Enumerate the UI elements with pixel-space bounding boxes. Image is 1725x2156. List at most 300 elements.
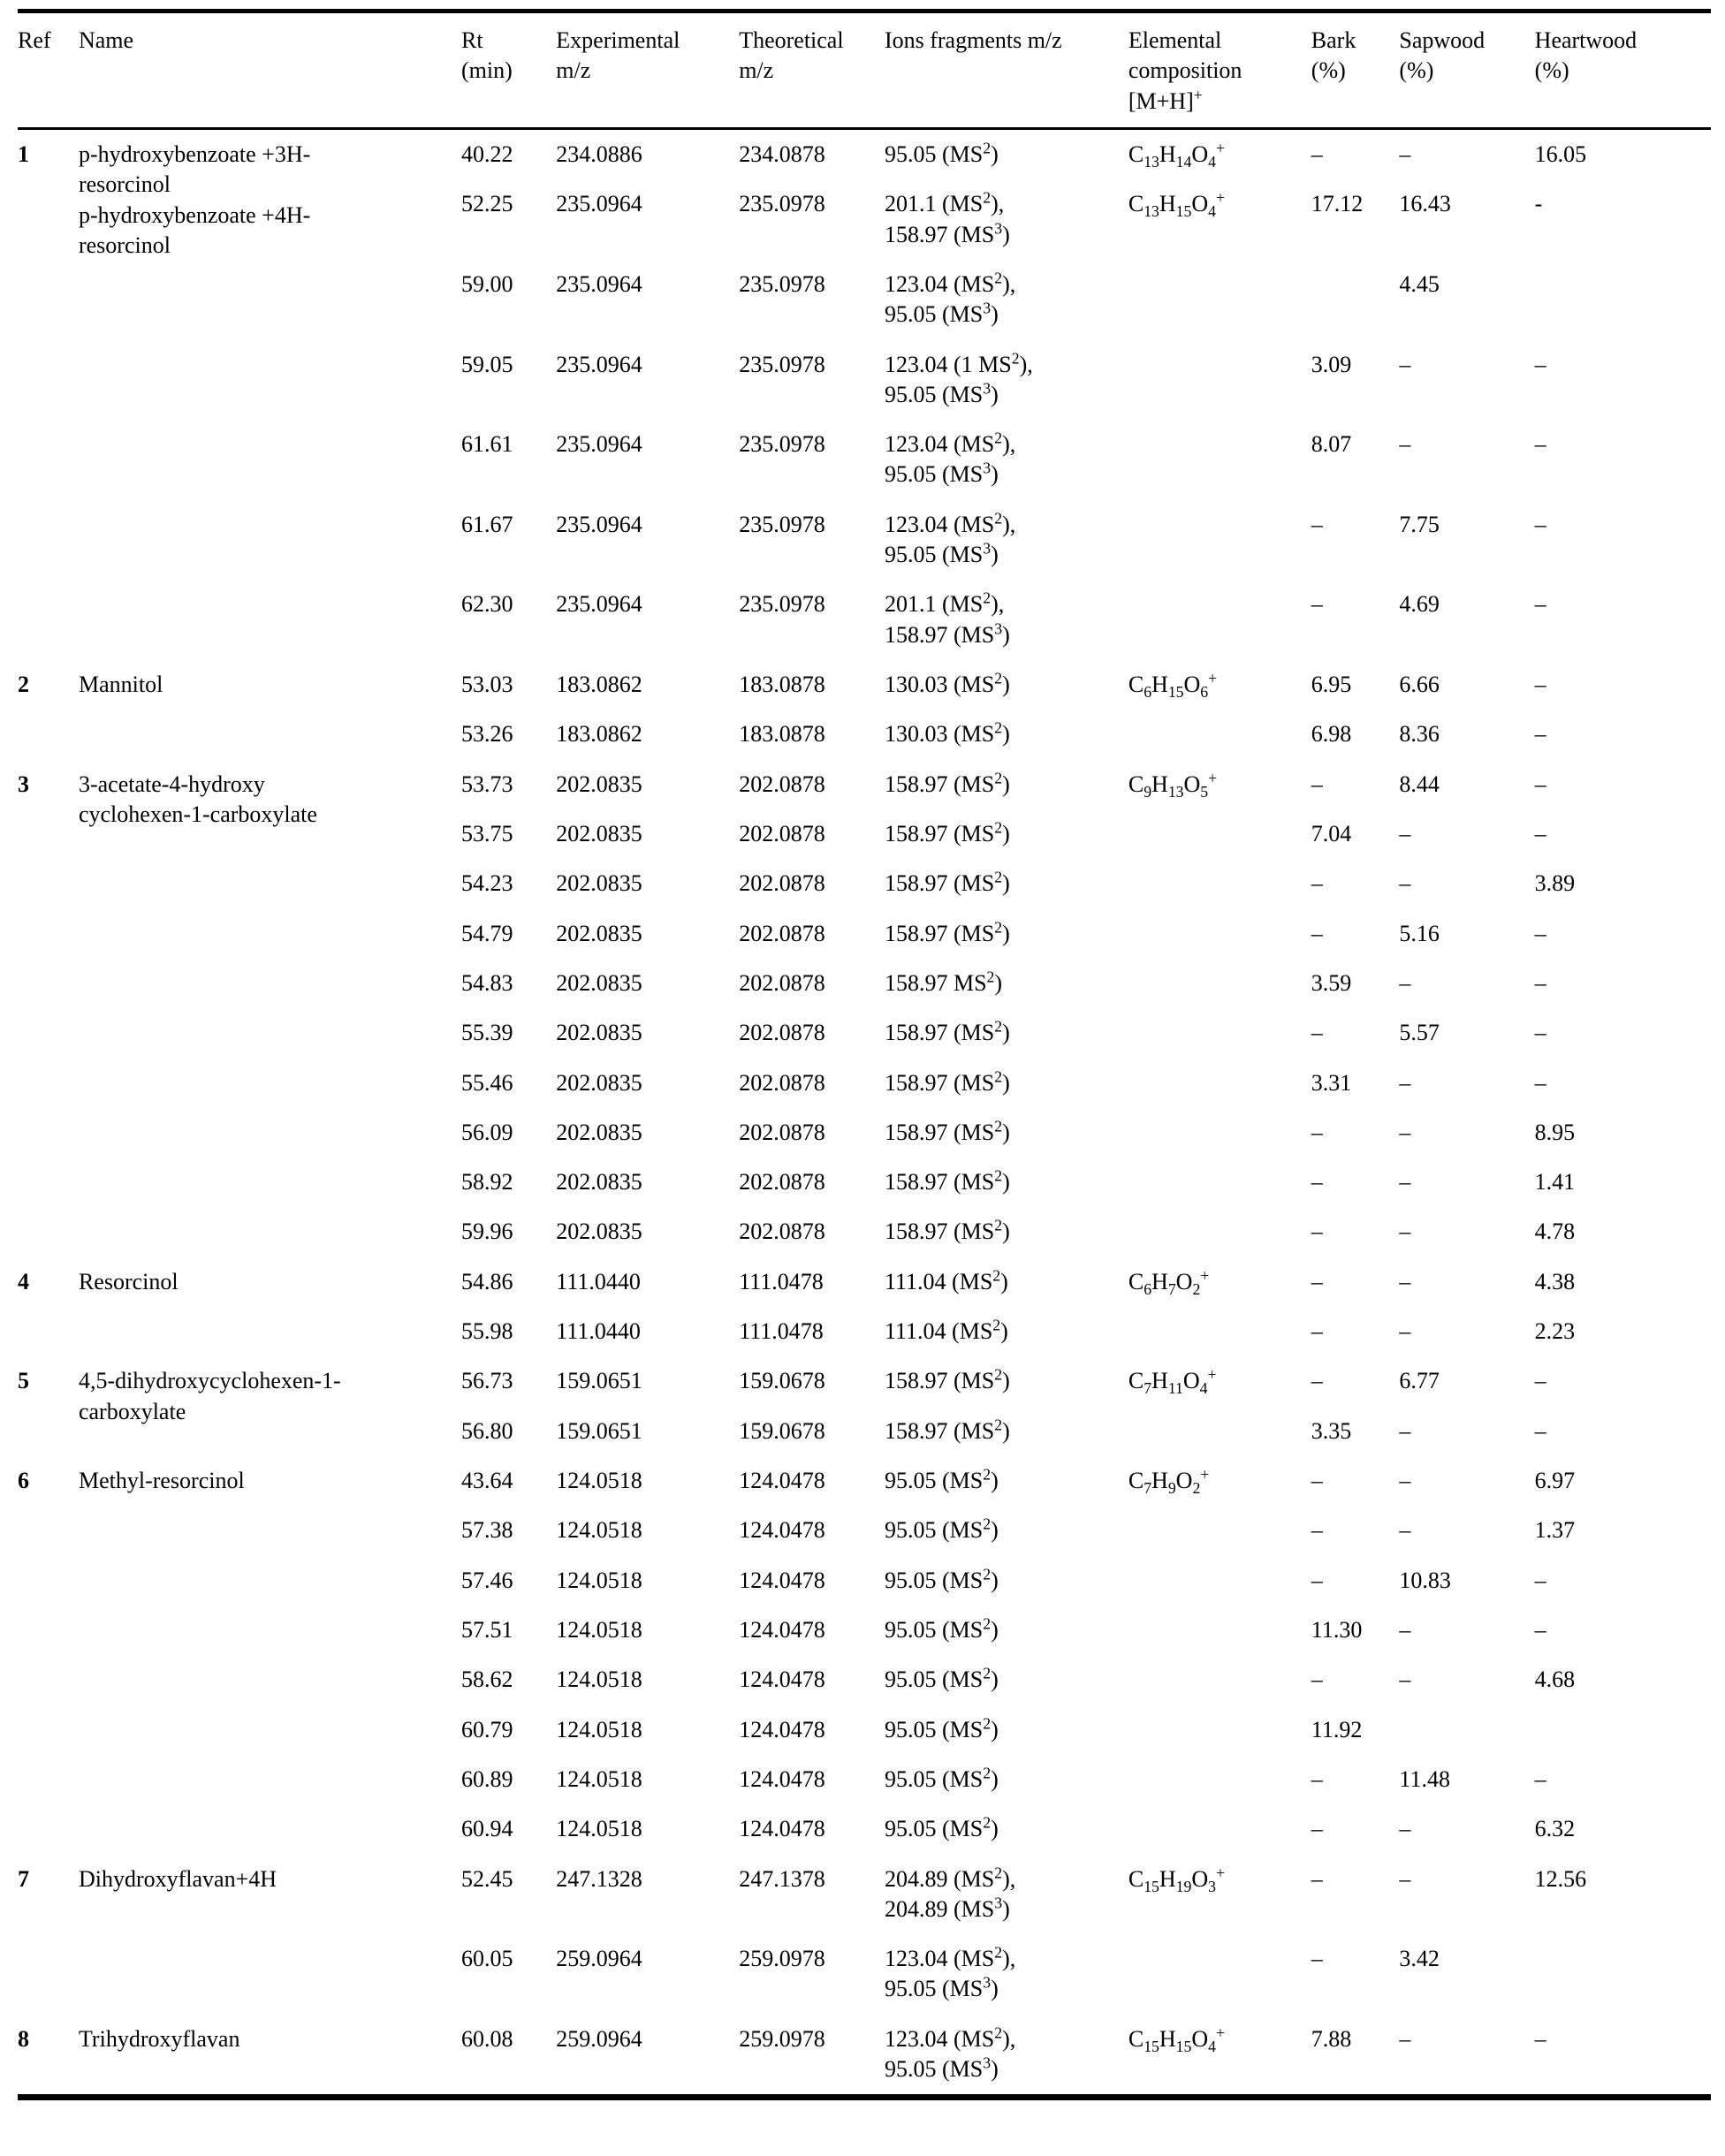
cell-elemental [1128, 1307, 1311, 1356]
cell-exp-mz: 202.0835 [556, 1069, 642, 1096]
cell-sapwood [1399, 1705, 1534, 1755]
cell-theo-mz: 111.0478 [739, 1318, 824, 1345]
cell-theo-mz: 202.0878 [739, 870, 825, 897]
cell-ions: 158.97 $(MS^2)$ [884, 868, 1010, 897]
table-row [18, 128, 1711, 179]
cell-elemental: $C_{15}H_{15}O_4^+$ [1128, 2023, 1225, 2055]
cell-rt: 54.79 [461, 920, 513, 946]
cell-theo-mz: 124.0478 [739, 1765, 825, 1792]
col-header-ref: Ref [18, 11, 79, 129]
cell-exp-mz: 159.0651 [556, 1368, 642, 1394]
cell-exp-mz: 235.0964 [556, 191, 642, 217]
compound-name: Mannitol [78, 672, 163, 697]
cell-bark: 3.31 [1311, 1069, 1352, 1096]
cell-bark: 8.07 [1311, 431, 1352, 458]
cell-heartwood: – [1534, 1417, 1546, 1444]
cell-rt: 58.92 [461, 1169, 513, 1196]
cell-ions: 95.05 $(MS^2)$ [884, 139, 999, 167]
cell-elemental: $C_{15}H_{19}O_3^+$ [1128, 1863, 1225, 1895]
cell-theo-mz: 259.0978 [739, 1946, 825, 1972]
cell-exp-mz: 247.1328 [556, 1865, 642, 1892]
cell-ions: 158.97 $(MS^2)$ [884, 1117, 1010, 1145]
cell-sapwood: – [1399, 1616, 1411, 1643]
cell-bark: – [1311, 511, 1323, 537]
cell-elemental: $C_{13}H_{15}O_4^+$ [1128, 188, 1225, 221]
cell-ions: 95.05 $(MS^2)$ [884, 1813, 999, 1842]
cell-exp-mz: 124.0518 [556, 1616, 642, 1643]
cell-ions: 158.97 $(MS^2)$ [884, 1365, 1010, 1394]
cell-heartwood: – [1534, 969, 1546, 996]
cell-exp-mz: 235.0964 [556, 270, 642, 297]
cell-elemental [1128, 1556, 1311, 1606]
cell-rt: 56.80 [461, 1417, 513, 1444]
cell-sapwood: 8.36 [1399, 721, 1440, 748]
cell-heartwood [1535, 260, 1711, 340]
col-header-bark: Bark (%) [1311, 11, 1400, 129]
cell-elemental: $C_6H_7O_2^+$ [1128, 1266, 1210, 1298]
cell-theo-mz: 183.0878 [739, 721, 825, 748]
cell-rt: 60.94 [461, 1816, 513, 1842]
cell-heartwood: 8.95 [1534, 1119, 1576, 1145]
cell-bark: – [1311, 920, 1323, 946]
ref-number: 5 [18, 1368, 29, 1394]
col-header-rt: Rt (min) [461, 11, 556, 129]
cell-exp-mz: 235.0964 [556, 591, 642, 618]
cell-exp-mz: 202.0835 [556, 870, 642, 897]
cell-sapwood: – [1399, 969, 1411, 996]
cell-ions: 95.05 $(MS^2)$ [884, 1713, 999, 1742]
cell-bark: – [1311, 870, 1323, 897]
cell-bark: – [1311, 1666, 1323, 1693]
cell-theo-mz: 234.0878 [739, 140, 825, 167]
ref-number: 8 [18, 2025, 29, 2052]
cell-theo-mz: 202.0878 [739, 1169, 825, 1196]
ref-number: 2 [18, 672, 29, 697]
cell-bark: – [1311, 1517, 1323, 1544]
cell-elemental [1128, 1008, 1311, 1058]
cell-elemental [1128, 1606, 1311, 1655]
compound-name: Trihydroxyflavan [78, 2025, 240, 2052]
cell-heartwood: 4.68 [1534, 1666, 1576, 1693]
cell-sapwood: 6.77 [1399, 1368, 1440, 1394]
cell-sapwood: – [1399, 1666, 1411, 1693]
table-row [18, 1356, 1711, 1406]
cell-theo-mz: 183.0878 [739, 672, 825, 697]
cell-bark: 7.04 [1311, 820, 1352, 846]
cell-heartwood: 1.37 [1534, 1517, 1576, 1544]
cell-sapwood: 10.83 [1399, 1567, 1451, 1593]
cell-theo-mz: 159.0678 [739, 1417, 825, 1444]
cell-ions: 123.04 $(MS^2)$, 95.05 $(MS^3)$ [884, 269, 1016, 328]
col-header-name: Name [79, 11, 461, 129]
cell-theo-mz: 247.1378 [739, 1865, 825, 1892]
cell-theo-mz: 124.0478 [739, 1816, 825, 1842]
cell-heartwood: 4.38 [1534, 1268, 1576, 1294]
table-row [18, 1855, 1711, 1935]
cell-rt: 58.62 [461, 1666, 513, 1693]
cell-elemental: $C_7H_9O_2^+$ [1128, 1465, 1210, 1498]
ref-number: 7 [18, 1865, 29, 1892]
cell-exp-mz: 124.0518 [556, 1567, 642, 1593]
cell-ions: 123.04 $(MS^2)$, 95.05 $(MS^3)$ [884, 509, 1016, 568]
cell-ions: 95.05 $(MS^2)$ [884, 1664, 999, 1693]
cell-bark: – [1311, 1765, 1323, 1792]
cell-theo-mz: 124.0478 [739, 1567, 825, 1593]
cell-elemental [1128, 1108, 1311, 1158]
cell-heartwood: 1.41 [1534, 1169, 1576, 1196]
cell-ions: 123.04 $(MS^2)$, 95.05 $(MS^3)$ [884, 2023, 1016, 2083]
cell-exp-mz: 111.0440 [556, 1318, 641, 1345]
cell-heartwood: – [1534, 721, 1546, 748]
cell-bark: 11.92 [1311, 1716, 1363, 1742]
cell-heartwood: – [1534, 431, 1546, 458]
cell-rt: 60.08 [461, 2025, 513, 2052]
cell-ions: 204.89 $(MS^2)$, 204.89 $(MS^3)$ [884, 1863, 1016, 1922]
cell-heartwood: – [1534, 1765, 1546, 1792]
cell-ions: 95.05 $(MS^2)$ [884, 1614, 999, 1643]
cell-bark [1311, 260, 1400, 340]
cell-bark: – [1311, 1119, 1323, 1145]
cell-sapwood: – [1399, 1119, 1411, 1145]
cell-exp-mz: 124.0518 [556, 1765, 642, 1792]
table-row [18, 1257, 1711, 1307]
col-header-exp-mz: Experimental m/z [556, 11, 739, 129]
cell-elemental [1128, 859, 1311, 908]
col-header-sapwood: Sapwood (%) [1399, 11, 1534, 129]
cell-elemental [1128, 959, 1311, 1008]
cell-rt: 57.46 [461, 1567, 513, 1593]
cell-elemental: $C_6H_{15}O_6^+$ [1128, 669, 1218, 702]
cell-rt: 61.61 [461, 431, 513, 458]
cell-sapwood: – [1399, 1069, 1411, 1096]
cell-exp-mz: 124.0518 [556, 1716, 642, 1742]
cell-ions: 158.97 $(MS^2)$ [884, 1416, 1010, 1444]
cell-bark: 3.09 [1311, 351, 1352, 377]
cell-heartwood: – [1534, 1368, 1546, 1394]
cell-exp-mz: 259.0964 [556, 1946, 642, 1972]
compound-name: Resorcinol [78, 1268, 179, 1294]
table-header [18, 11, 1711, 129]
cell-rt: 53.75 [461, 820, 513, 846]
cell-exp-mz: 202.0835 [556, 1218, 642, 1245]
cell-bark: – [1311, 1946, 1323, 1972]
cell-theo-mz: 235.0978 [739, 591, 825, 618]
cell-exp-mz: 124.0518 [556, 1468, 642, 1493]
cell-exp-mz: 235.0964 [556, 511, 642, 537]
compounds-table [18, 9, 1711, 2100]
cell-rt: 62.30 [461, 591, 513, 618]
cell-heartwood: – [1534, 1020, 1546, 1046]
cell-sapwood: – [1399, 1218, 1411, 1245]
cell-heartwood: – [1534, 351, 1546, 377]
cell-rt: 43.64 [461, 1468, 513, 1493]
cell-heartwood: – [1534, 1567, 1546, 1593]
cell-rt: 55.46 [461, 1069, 513, 1096]
cell-exp-mz: 234.0886 [556, 140, 642, 167]
cell-elemental [1128, 1804, 1311, 1854]
cell-bark: 17.12 [1311, 191, 1364, 217]
cell-rt: 56.73 [461, 1368, 513, 1394]
cell-sapwood: 4.45 [1399, 270, 1440, 297]
cell-exp-mz: 159.0651 [556, 1417, 642, 1444]
cell-theo-mz: 124.0478 [739, 1716, 825, 1742]
cell-exp-mz: 235.0964 [556, 431, 642, 458]
cell-ions: 95.05 $(MS^2)$ [884, 1564, 999, 1593]
cell-heartwood: 12.56 [1534, 1865, 1587, 1892]
cell-rt: 54.83 [461, 969, 513, 996]
cell-elemental [1128, 1207, 1311, 1256]
table-row [18, 1456, 1711, 1506]
cell-heartwood: – [1534, 1616, 1546, 1643]
cell-bark: – [1311, 1368, 1323, 1394]
cell-sapwood: – [1399, 140, 1411, 167]
cell-elemental: $C_7H_{11}O_4^+$ [1128, 1365, 1217, 1398]
cell-sapwood: 3.42 [1399, 1946, 1440, 1972]
cell-heartwood: 6.97 [1534, 1468, 1576, 1493]
cell-rt: 57.51 [461, 1616, 513, 1643]
cell-sapwood: – [1399, 351, 1411, 377]
cell-heartwood [1535, 1705, 1711, 1755]
cell-ions: 158.97 $(MS^2)$ [884, 917, 1010, 946]
cell-ions: 95.05 $(MS^2)$ [884, 1515, 999, 1544]
cell-sapwood: 8.44 [1399, 771, 1440, 797]
cell-exp-mz: 259.0964 [556, 2025, 642, 2052]
compound-name: 4,5-dihydroxycyclohexen-1- carboxylate [78, 1368, 341, 1424]
cell-theo-mz: 124.0478 [739, 1517, 825, 1544]
cell-elemental [1128, 710, 1311, 759]
cell-exp-mz: 202.0835 [556, 1020, 642, 1046]
cell-sapwood: 6.66 [1399, 672, 1440, 697]
cell-theo-mz: 202.0878 [739, 771, 825, 797]
cell-sapwood: 7.75 [1399, 511, 1440, 537]
table-body [18, 128, 1711, 2097]
cell-rt: 53.26 [461, 721, 513, 748]
cell-heartwood [1535, 1934, 1711, 2015]
cell-rt: 40.22 [461, 140, 513, 167]
col-header-elemental: Elemental composition [M+H]+ [1128, 11, 1311, 129]
cell-rt: 54.86 [461, 1268, 513, 1294]
cell-elemental [1128, 1407, 1311, 1456]
cell-bark: – [1311, 1020, 1323, 1046]
cell-rt: 53.03 [461, 672, 513, 697]
cell-ions: 123.04 $(MS^2)$, 95.05 $(MS^3)$ [884, 429, 1016, 488]
cell-bark: – [1311, 1468, 1323, 1493]
cell-sapwood: 5.16 [1399, 920, 1440, 946]
cell-sapwood: 16.43 [1399, 191, 1451, 217]
table-row [18, 2015, 1711, 2098]
cell-heartwood: – [1534, 920, 1546, 946]
cell-rt: 60.79 [461, 1716, 513, 1742]
cell-rt: 59.00 [461, 270, 513, 297]
cell-sapwood: – [1399, 1468, 1411, 1493]
cell-ions: 111.04 $(MS^2)$ [884, 1266, 1008, 1294]
cell-elemental [1128, 1655, 1311, 1704]
cell-sapwood: – [1399, 1169, 1411, 1196]
cell-ions: 95.05 $(MS^2)$ [884, 1465, 999, 1493]
cell-theo-mz: 124.0478 [739, 1666, 825, 1693]
cell-theo-mz: 202.0878 [739, 920, 825, 946]
cell-ions: 158.97 $(MS^2)$ [884, 1017, 1010, 1046]
cell-elemental: $C_{13}H_{14}O_4^+$ [1128, 139, 1225, 171]
cell-sapwood: – [1399, 1816, 1411, 1842]
cell-heartwood: – [1534, 591, 1546, 618]
cell-bark: – [1311, 140, 1323, 167]
cell-rt: 55.98 [461, 1318, 513, 1345]
cell-heartwood: 6.32 [1534, 1816, 1576, 1842]
cell-sapwood: – [1399, 1268, 1411, 1294]
cell-rt: 59.96 [461, 1218, 513, 1245]
cell-bark: 11.30 [1311, 1616, 1363, 1643]
cell-heartwood: – [1534, 672, 1546, 697]
cell-rt: 61.67 [461, 511, 513, 537]
cell-exp-mz: 124.0518 [556, 1816, 642, 1842]
cell-ions: 123.04 $(MS^2)$, 95.05 $(MS^3)$ [884, 1943, 1016, 2002]
cell-elemental [1128, 909, 1311, 959]
cell-exp-mz: 183.0862 [556, 672, 642, 697]
cell-theo-mz: 259.0978 [739, 2025, 825, 2052]
cell-elemental [1128, 1506, 1311, 1555]
cell-ions: 158.97 $(MS^2)$ [884, 1067, 1010, 1096]
ref-number: 3 [18, 771, 29, 797]
col-header-ions: Ions fragments m/z [885, 11, 1128, 129]
cell-rt: 55.39 [461, 1020, 513, 1046]
cell-sapwood: 4.69 [1399, 591, 1440, 618]
cell-ions: 158.97 $(MS^2)$ [884, 1166, 1010, 1196]
cell-bark: – [1311, 1865, 1323, 1892]
cell-exp-mz: 124.0518 [556, 1517, 642, 1544]
compound-name: Dihydroxyflavan+4H [78, 1865, 277, 1892]
cell-rt: 54.23 [461, 870, 513, 897]
cell-heartwood: – [1534, 511, 1546, 537]
cell-sapwood: 5.57 [1399, 1020, 1440, 1046]
cell-theo-mz: 202.0878 [739, 969, 825, 996]
cell-elemental [1128, 500, 1311, 581]
cell-heartwood: 4.78 [1534, 1218, 1576, 1245]
cell-bark: – [1311, 1816, 1323, 1842]
ref-number: 4 [18, 1268, 29, 1294]
cell-sapwood: – [1399, 820, 1411, 846]
cell-bark: 7.88 [1311, 2025, 1352, 2052]
cell-exp-mz: 202.0835 [556, 820, 642, 846]
cell-ions: 201.1 $(MS^2)$, 158.97 $(MS^3)$ [884, 588, 1010, 648]
cell-ions: 158.97 $(MS^2)$ [884, 818, 1010, 846]
cell-rt: 53.73 [461, 771, 513, 797]
cell-sapwood: – [1399, 1865, 1411, 1892]
cell-sapwood: – [1399, 1417, 1411, 1444]
cell-heartwood: – [1534, 820, 1546, 846]
cell-exp-mz: 202.0835 [556, 969, 642, 996]
cell-bark: 3.35 [1311, 1417, 1352, 1444]
cell-heartwood: 2.23 [1534, 1318, 1576, 1345]
cell-bark: – [1311, 1169, 1323, 1196]
cell-heartwood: – [1534, 2025, 1546, 2052]
cell-elemental: $C_9H_{13}O_5^+$ [1128, 768, 1218, 801]
cell-sapwood: – [1399, 2025, 1411, 2052]
cell-bark: 3.59 [1311, 969, 1352, 996]
cell-rt: 56.09 [461, 1119, 513, 1145]
cell-theo-mz: 202.0878 [739, 1218, 825, 1245]
compound-name: 3-acetate-4-hydroxy cyclohexen-1-carboxylate [78, 771, 317, 827]
cell-theo-mz: 202.0878 [739, 1119, 825, 1145]
cell-elemental [1128, 340, 1311, 421]
cell-theo-mz: 124.0478 [739, 1468, 825, 1493]
cell-sapwood: – [1399, 1517, 1411, 1544]
cell-bark: – [1311, 591, 1323, 618]
cell-ions: 201.1 $(MS^2)$, 158.97 $(MS^3)$ [884, 188, 1010, 247]
cell-theo-mz: 111.0478 [739, 1268, 824, 1294]
cell-elemental [1128, 1158, 1311, 1207]
cell-bark: – [1311, 1218, 1323, 1245]
cell-bark: 6.98 [1311, 721, 1352, 748]
cell-bark: – [1311, 1268, 1323, 1294]
cell-theo-mz: 202.0878 [739, 1020, 825, 1046]
cell-ions: 130.03 $(MS^2)$ [884, 718, 1010, 748]
cell-rt: 52.25 [461, 191, 513, 217]
cell-theo-mz: 235.0978 [739, 270, 825, 297]
cell-theo-mz: 159.0678 [739, 1368, 825, 1394]
cell-elemental [1128, 260, 1311, 340]
table-row [18, 660, 1711, 710]
cell-exp-mz: 235.0964 [556, 351, 642, 377]
cell-rt: 60.89 [461, 1765, 513, 1792]
cell-elemental [1128, 580, 1311, 660]
cell-ions: 158.97 $(MS^2)$ [884, 1216, 1010, 1245]
cell-ions: 158.97 $MS^2$) [884, 968, 1003, 996]
cell-heartwood: 3.89 [1534, 870, 1576, 897]
cell-elemental [1128, 1934, 1311, 2015]
cell-elemental [1128, 420, 1311, 500]
cell-theo-mz: 235.0978 [739, 431, 825, 458]
cell-rt: 60.05 [461, 1946, 513, 1972]
cell-rt: 57.38 [461, 1517, 513, 1544]
cell-exp-mz: 124.0518 [556, 1666, 642, 1693]
cell-elemental [1128, 1059, 1311, 1108]
cell-theo-mz: 202.0878 [739, 820, 825, 846]
cell-rt: 52.45 [461, 1865, 513, 1892]
header-row [18, 11, 1711, 129]
cell-bark: – [1311, 771, 1323, 797]
cell-heartwood: – [1534, 1069, 1546, 1096]
cell-bark: – [1311, 1318, 1323, 1345]
col-header-heartwood: Heartwood (%) [1535, 11, 1711, 129]
cell-sapwood: 11.48 [1399, 1765, 1450, 1792]
cell-ions: 123.04 (1 $MS^2$), 95.05 $(MS^3)$ [884, 348, 1033, 407]
cell-ions: 95.05 $(MS^2)$ [884, 1764, 999, 1792]
cell-ions: 158.97 $(MS^2)$ [884, 768, 1010, 797]
cell-elemental [1128, 1755, 1311, 1804]
cell-elemental [1128, 809, 1311, 859]
cell-rt: 59.05 [461, 351, 513, 377]
cell-theo-mz: 235.0978 [739, 511, 825, 537]
cell-exp-mz: 202.0835 [556, 771, 642, 797]
cell-exp-mz: 202.0835 [556, 1119, 642, 1145]
col-header-theo-mz: Theoretical m/z [739, 11, 885, 129]
cell-ions: 111.04 $(MS^2)$ [884, 1316, 1008, 1345]
table-row [18, 760, 1711, 809]
cell-exp-mz: 183.0862 [556, 721, 642, 748]
cell-sapwood: – [1399, 870, 1411, 897]
cell-elemental [1128, 1705, 1311, 1755]
cell-sapwood: – [1399, 1318, 1411, 1345]
cell-heartwood: – [1534, 771, 1546, 797]
cell-theo-mz: 235.0978 [739, 351, 825, 377]
cell-exp-mz: 202.0835 [556, 1169, 642, 1196]
cell-ions: 130.03 $(MS^2)$ [884, 669, 1010, 697]
compound-name: Methyl-resorcinol [78, 1468, 245, 1493]
cell-theo-mz: 235.0978 [739, 191, 825, 217]
cell-bark: – [1311, 1567, 1323, 1593]
compound-name: p-hydroxybenzoate +3H- resorcinol p-hydroxybenzoate +4H- resorcinol [78, 140, 311, 258]
